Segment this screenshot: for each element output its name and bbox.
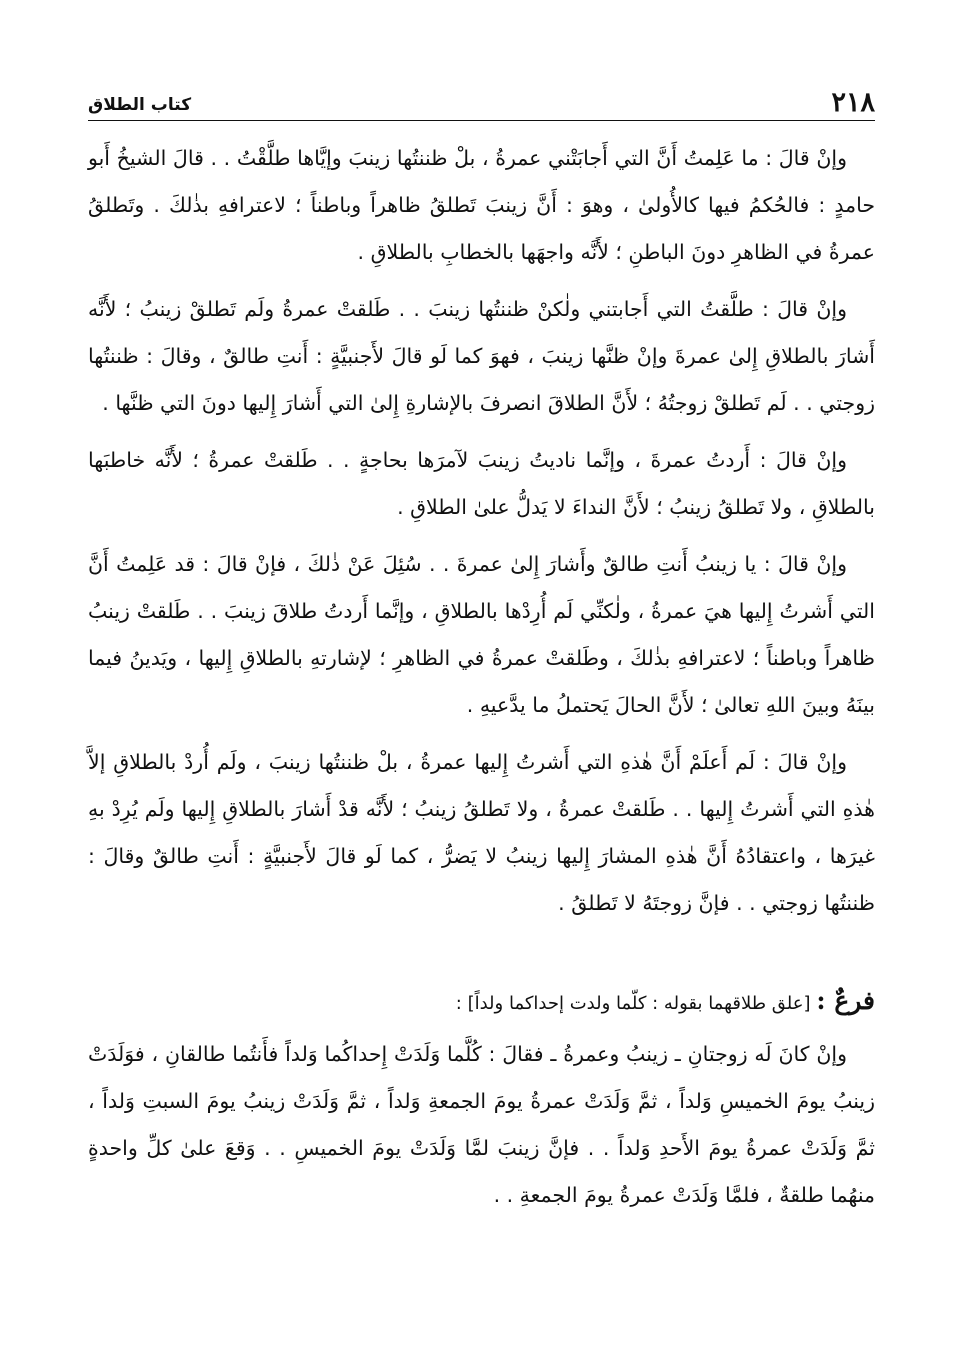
document-page	[88, 78, 875, 1229]
section-gap	[88, 937, 875, 977]
running-header	[88, 78, 875, 121]
paragraph: وإنْ قالَ : طلَّقتُ التي أَجابتني ولٰكنْ ظننتُها زينبَ . . طَلقتْ عمرةُ ولَم تَطلقْ زينبُ ؛ لأَنَّه أَشارَ بالطلاقِ إِلىٰ عمرةَ وإنْ ظنَّها زينبَ ، فهوَ كما لَو قالَ لأَجنبيَّةٍ : أَنتِ طالقٌ ، وقالَ : ظننتُها زوجتي . . لَم تَطلقْ زوجتُهُ ؛ لأَنَّ الطلاقَ انصرفَ بالإشارةِ إِلىٰ التي أَشارَ إِليها دونَ التي ظنَّها .	[88, 297, 875, 415]
paragraph: وإنْ قالَ : يا زينبُ أَنتِ طالقٌ وأَشارَ إِلىٰ عمرةَ . . سُئِلَ عَنْ ذٰلكَ ، فإنْ قالَ : قد عَلِمتُ أَنَّ التي أَشرتُ إِليها هيَ عمرةُ ، ولٰكنِّي لَم أُرِدْها بالطلاقِ ، وإنَّما أَردتُ طلاقَ زينبَ . . طَلقتْ زينبُ ظاهراً وباطناً ؛ لاعترافهِ بذٰلكَ ، وطَلقتْ عمرةُ في الظاهرِ ؛ لإشارتهِ بالطلاقِ إِليها ، ويَدينُ فيما بينَهُ وبينَ اللهِ تعالىٰ ؛ لأَنَّ الحالَ يَحتملُ ما يدَّعيهِ .	[88, 552, 875, 717]
section-heading	[88, 977, 875, 1027]
book-title: كتاب الطلاق	[88, 95, 192, 115]
page-number: ٢١٨	[831, 87, 875, 118]
section-title: [علق طلاقهما بقوله : كلّما ولدت إحداكما ولداً] :	[455, 993, 811, 1014]
paragraph: وإنْ قالَ : لَم أَعلَمْ أَنَّ هٰذهِ التي أَشرتُ إِليها عمرةُ ، بلْ ظننتُها زينبَ ، ولَم أُردْ بالطلاقِ إلاَّ هٰذهِ التي أَشرتُ إِليها . . طَلقتْ عمرةُ ، ولا تَطلقُ زينبُ ؛ لأَنَّه قدْ أَشارَ بالطلاقِ إِليها ولَم يُرِدْ بهِ غيرَها ، واعتقادُهُ أَنَّ هٰذهِ المشارَ إِليها زينبُ لا يَضرُّ ، كما لَو قالَ لأَجنبيَّةٍ : أَنتِ طالقٌ وقالَ : ظننتُها زوجتي . . فإنَّ زوجتَهُ لا تَطلقُ .	[88, 750, 875, 915]
body-text	[88, 135, 875, 1219]
paragraph: وإنْ قالَ : ما عَلِمتُ أَنَّ التي أَجابَتْني عمرةُ ، بلْ ظننتُها زينبَ وإيَّاها طلَّقْتُ . . قالَ الشيخُ أَبو حامدٍ : فالحُكمُ فيها كالأُولىٰ ، وهوَ : أَنَّ زينبَ تَطلقُ ظاهراً وباطناً ؛ لاعترافهِ بذٰلكَ . وتَطلقُ عمرةُ في الظاهرِ دونَ الباطنِ ؛ لأَنَّه واجهَها بالخطابِ بالطلاقِ .	[88, 146, 875, 264]
paragraph: وإنْ قالَ : أَردتُ عمرةَ ، وإنَّما ناديتُ زينبَ لآمرَها بحاجةٍ . . طَلقتْ عمرةُ ؛ لأَنَّه خاطبَها بالطلاقِ ، ولا تَطلقُ زينبُ ؛ لأَنَّ النداءَ لا يَدلُّ علىٰ الطلاقِ .	[88, 448, 875, 519]
section-label: فرعٌ :	[816, 986, 875, 1015]
paragraph: وإنْ كانَ لَه زوجتانِ ـ زينبُ وعمرةُ ـ فقالَ : كُلَّما وَلَدَتْ إِحداكُما وَلداً فأَنتُما طالقانِ ، فوَلَدَتْ زينبُ يومَ الخميسِ وَلداً ، ثمَّ وَلَدَتْ عمرةُ يومَ الجمعةِ وَلداً ، ثمَّ وَلَدَتْ زينبُ يومَ السبتِ وَلداً ، ثمَّ وَلَدَتْ عمرةُ يومَ الأَحدِ وَلداً . . فإنَّ زينبَ لمَّا وَلَدَتْ يومَ الخميسِ . . وَقعَ علىٰ كلِّ واحدةٍ منهُما طلقةٌ ، فلمَّا وَلَدَتْ عمرةُ يومَ الجمعةِ . .	[88, 1042, 875, 1207]
